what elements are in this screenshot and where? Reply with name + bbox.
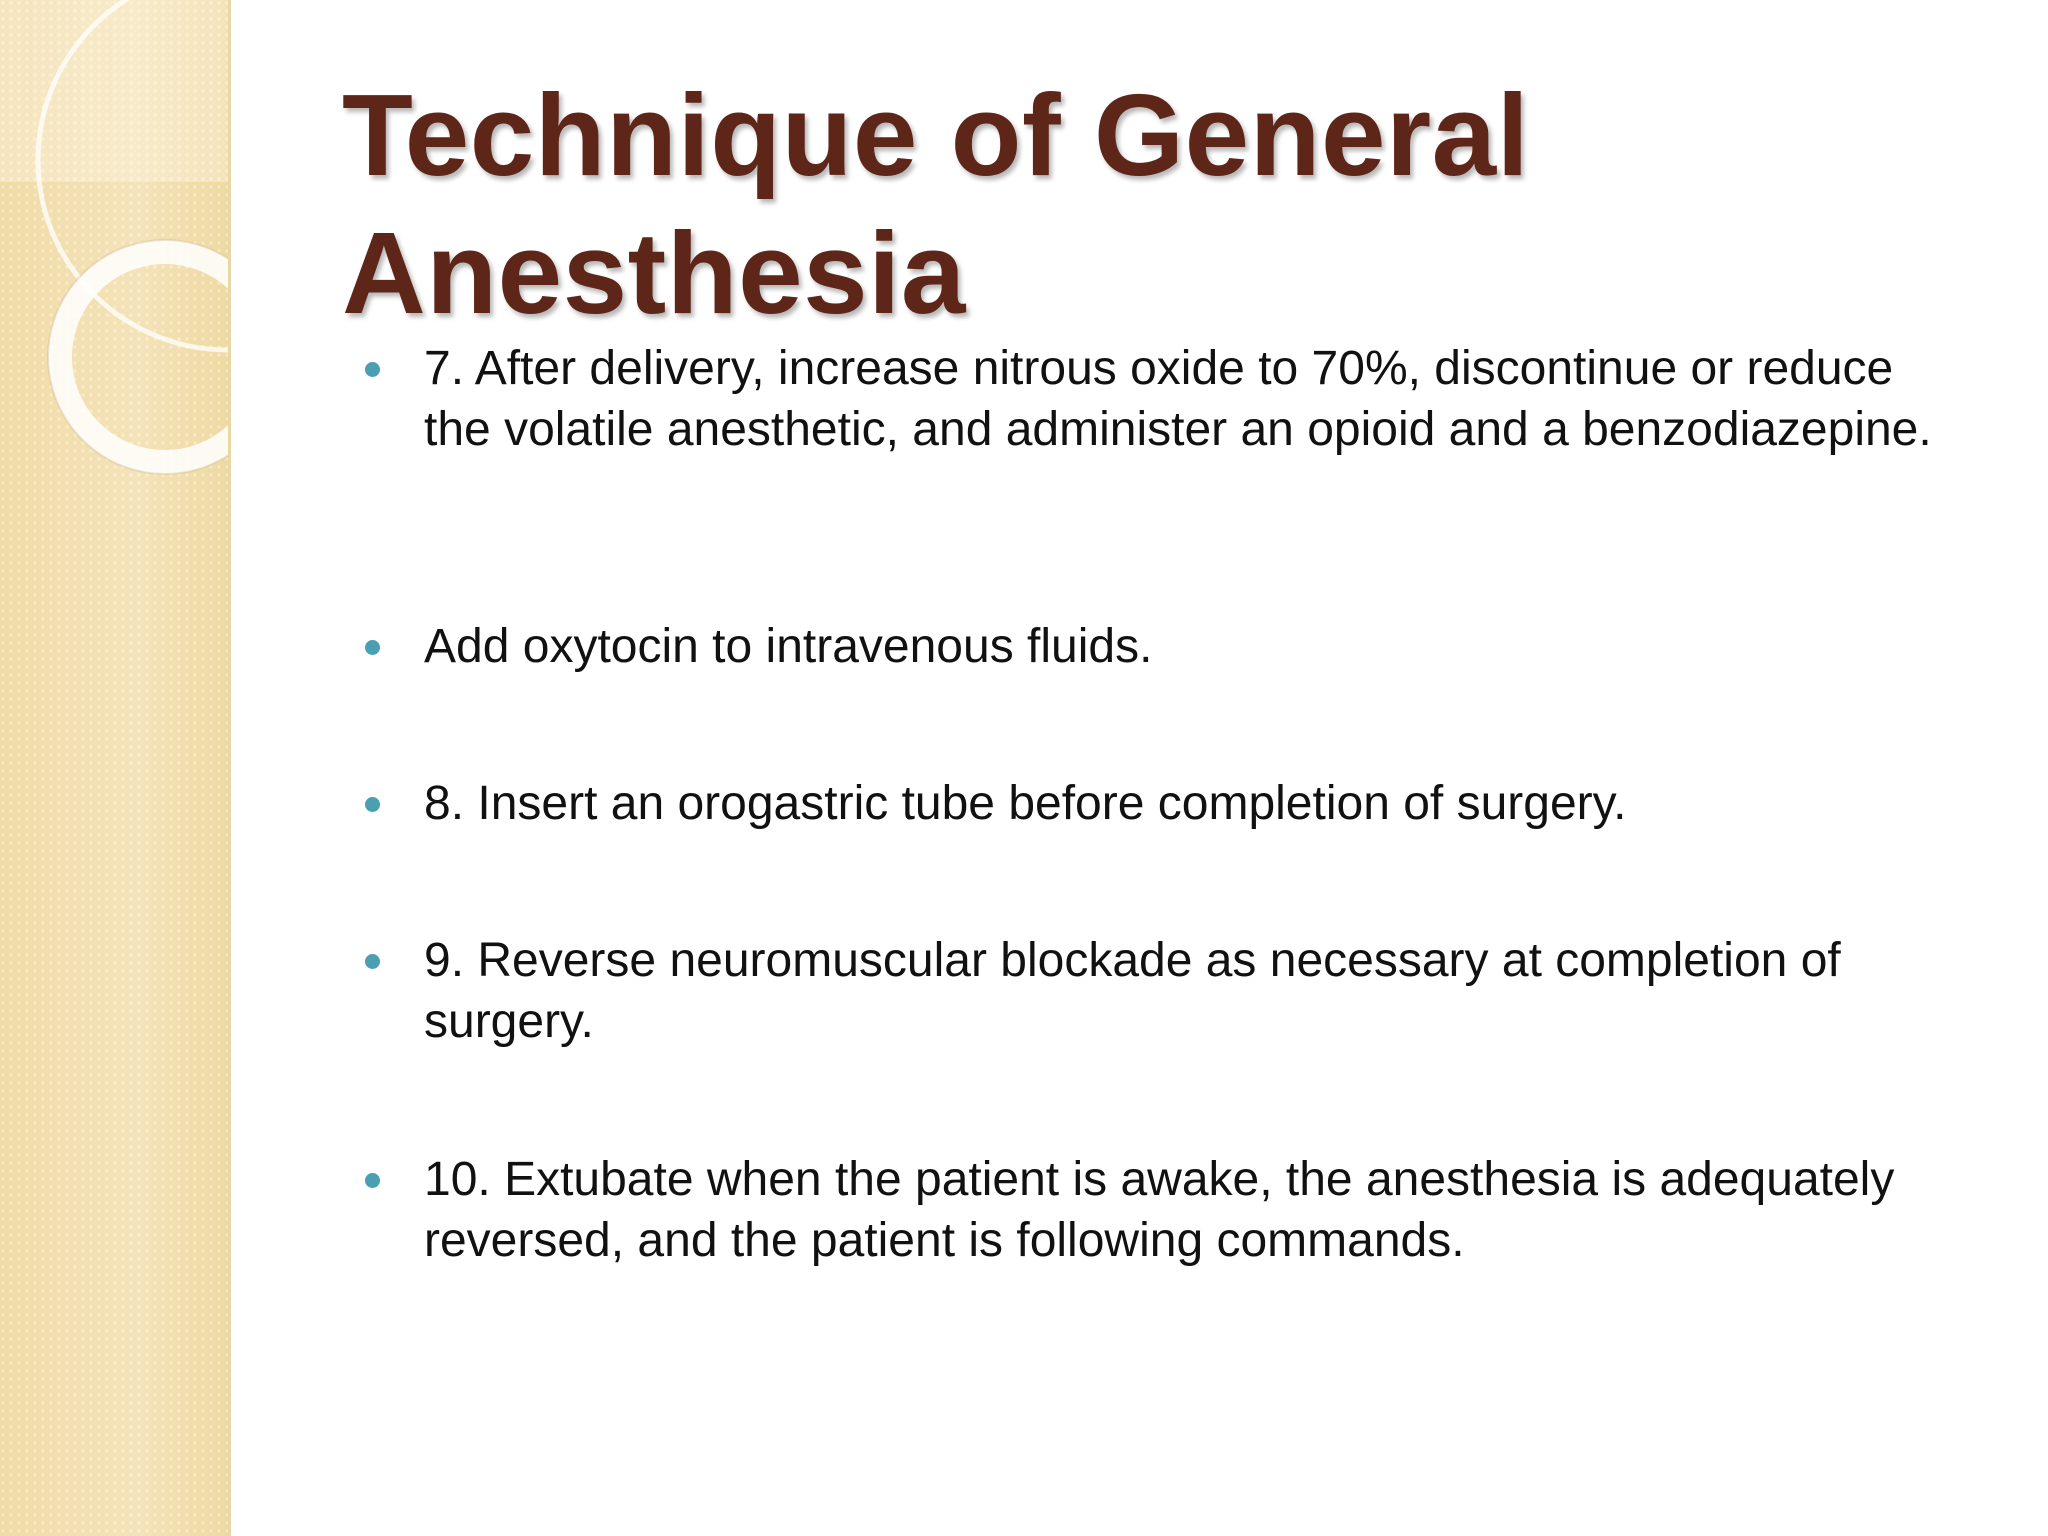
bullet-point-icon <box>365 954 380 969</box>
bullet-point-icon <box>365 1173 380 1188</box>
bullet-text: 8. Insert an orogastric tube before completion of surgery. <box>424 777 1627 830</box>
bullet-text: Add oxytocin to intravenous fluids. <box>424 620 1153 673</box>
bullet-item <box>424 773 1964 834</box>
bullet-item <box>424 1149 1964 1271</box>
bullet-text: 10. Extubate when the patient is awake, the anesthesia is adequately reversed, and the patient is following commands. <box>424 1153 1895 1267</box>
slide-title: Technique of General Anesthesia <box>342 70 1530 338</box>
bullet-point-icon <box>365 797 380 812</box>
bullet-point-icon <box>365 362 380 377</box>
bullet-text: 7. After delivery, increase nitrous oxide to 70%, discontinue or reduce the volatile anesthetic, and administer an opioid and a benzodiazepine. <box>424 342 1932 456</box>
bullet-item <box>424 338 1964 460</box>
bullet-point-icon <box>365 640 380 655</box>
bullet-item <box>424 616 1964 677</box>
bullet-item <box>424 930 1964 1052</box>
bullet-text: 9. Reverse neuromuscular blockade as necessary at completion of surgery. <box>424 934 1841 1048</box>
